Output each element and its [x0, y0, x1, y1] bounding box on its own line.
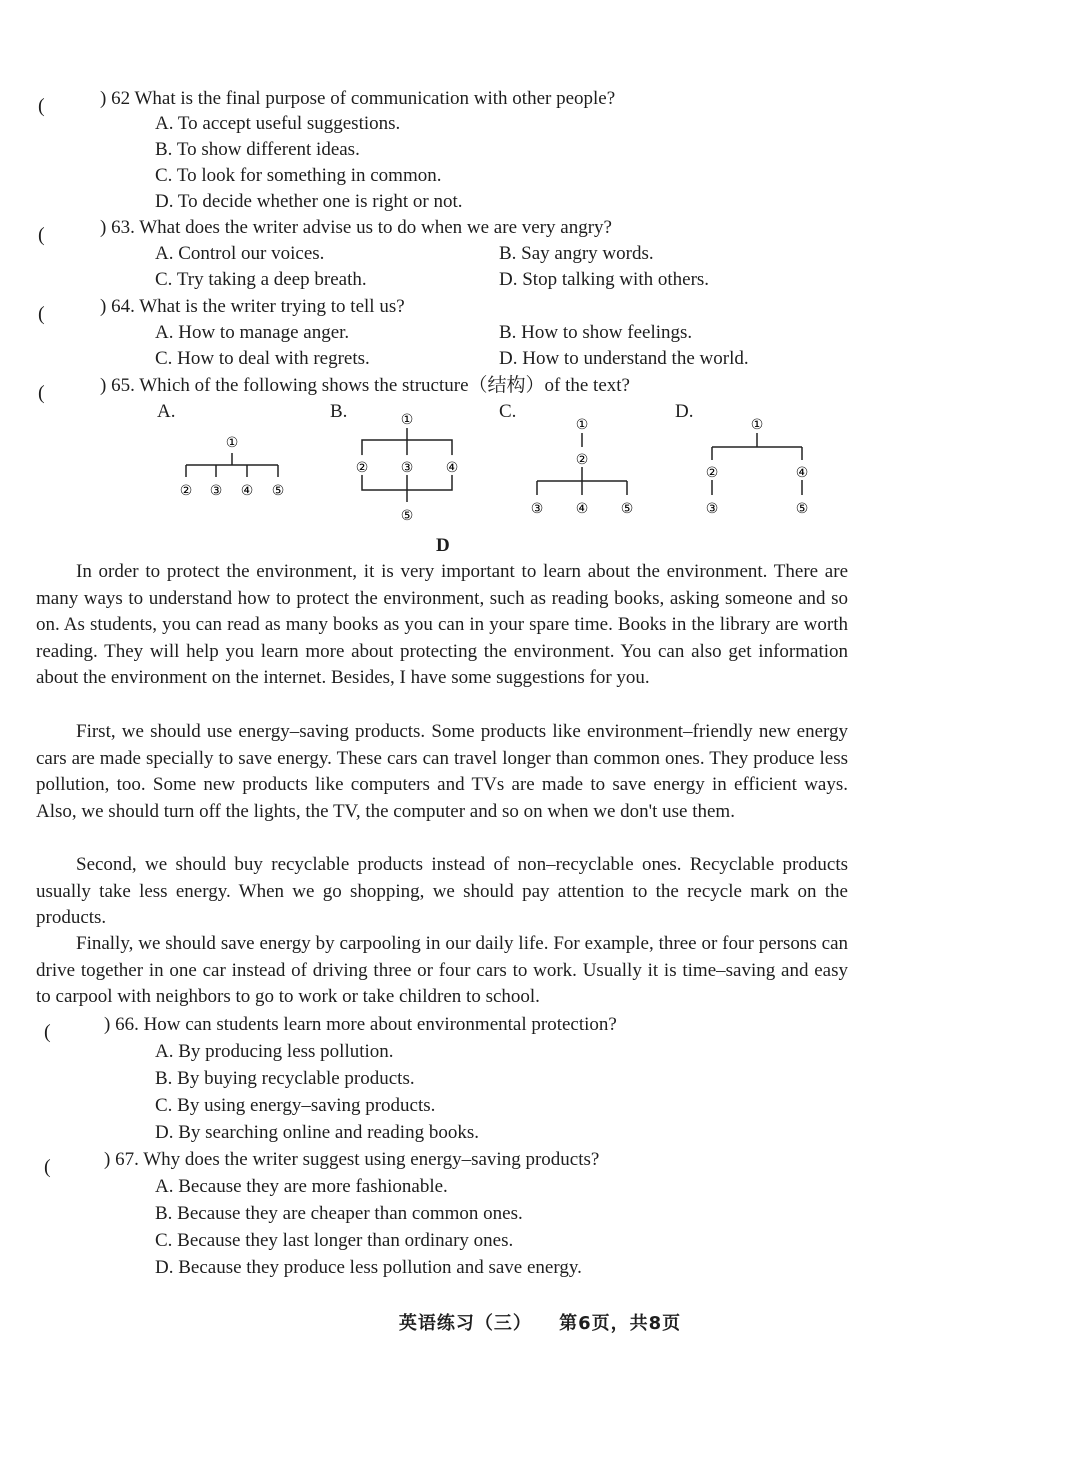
page-footer: [0, 1309, 1080, 1335]
node-4: [237, 478, 257, 499]
node-5: [617, 496, 637, 517]
q65-option-b-label: B.: [330, 401, 348, 422]
svg-text:①: ①: [400, 412, 414, 428]
passage-paragraph-3: Second, we should buy recyclable products instead of non–recyclable ones. Recyclable products usually take less energy. When we go shopping, we should pay attention to the recycle mark on the products.: [36, 854, 848, 929]
question-62: ) 62 What is the final purpose of communication with other people?: [100, 88, 616, 109]
svg-text:③: ③: [530, 501, 544, 517]
question-66: ) 66. How can students learn more about environmental protection?: [104, 1014, 617, 1035]
answer-bracket: (: [44, 1021, 51, 1043]
svg-text:④: ④: [575, 501, 589, 517]
q66-option-b: B. By buying recyclable products.: [155, 1068, 415, 1089]
node-3: [397, 455, 417, 476]
structure-diagram-d: [695, 405, 825, 525]
svg-text:②: ②: [179, 483, 193, 499]
q67-option-c: C. Because they last longer than ordinary ones.: [155, 1230, 514, 1251]
svg-text:⑤: ⑤: [271, 483, 285, 499]
q63-option-c: C. Try taking a deep breath.: [155, 269, 367, 290]
q62-option-d: D. To decide whether one is right or not.: [155, 191, 463, 212]
question-65: ) 65. Which of the following shows the structure（结构）of the text?: [100, 375, 630, 396]
node-2: [702, 460, 722, 481]
q67-option-d: D. Because they produce less pollution and save energy.: [155, 1257, 582, 1278]
node-1: [747, 412, 767, 433]
structure-diagram-b: [345, 400, 475, 530]
question-67: ) 67. Why does the writer suggest using energy–saving products?: [104, 1149, 600, 1170]
node-5: [268, 478, 288, 499]
q66-option-a: A. By producing less pollution.: [155, 1041, 394, 1062]
node-4: [572, 496, 592, 517]
svg-text:③: ③: [705, 501, 719, 517]
structure-diagram-a: [165, 425, 305, 510]
node-2: [352, 455, 372, 476]
question-64: ) 64. What is the writer trying to tell us?: [100, 296, 405, 317]
node-4: [442, 455, 462, 476]
svg-text:②: ②: [575, 452, 589, 468]
node-4: [792, 460, 812, 481]
svg-text:①: ①: [750, 417, 764, 433]
q65-option-c-label: C.: [499, 401, 517, 422]
q66-option-c: C. By using energy–saving products.: [155, 1095, 436, 1116]
q64-option-a: A. How to manage anger.: [155, 322, 350, 343]
svg-text:②: ②: [355, 460, 369, 476]
question-63: ) 63. What does the writer advise us to do when we are very angry?: [100, 217, 612, 238]
svg-text:⑤: ⑤: [620, 501, 634, 517]
svg-text:②: ②: [705, 465, 719, 481]
q62-option-a: A. To accept useful suggestions.: [155, 113, 401, 134]
node-3: [206, 478, 226, 499]
node-5: [397, 503, 417, 524]
q63-option-d: D. Stop talking with others.: [499, 269, 710, 290]
passage-paragraph-1: In order to protect the environment, it is very important to learn about the environment. There are many ways to understand how to protect the environment, such as reading books, asking someone and so on. As students, you can read as many books as you can in your spare time. Books in the library are worth reading. They will help you learn more about protecting the environment. You can also get information about the environment on the internet. Besides, I have some suggestions for you.: [36, 561, 848, 689]
node-3: [702, 496, 722, 517]
answer-bracket: (: [38, 382, 45, 404]
node-2: [572, 447, 592, 468]
node-1: [222, 430, 242, 451]
svg-text:④: ④: [240, 483, 254, 499]
q67-option-a: A. Because they are more fashionable.: [155, 1176, 448, 1197]
svg-text:①: ①: [575, 417, 589, 433]
footer-page-number: 第6页，共8页: [559, 1313, 682, 1334]
answer-bracket: (: [38, 95, 45, 117]
node-2: [176, 478, 196, 499]
q65-option-d-label: D.: [675, 401, 694, 422]
node-5: [792, 496, 812, 517]
answer-bracket: (: [38, 303, 45, 325]
svg-text:⑤: ⑤: [400, 508, 414, 524]
q64-option-c: C. How to deal with regrets.: [155, 348, 370, 369]
q62-option-c: C. To look for something in common.: [155, 165, 442, 186]
svg-text:④: ④: [445, 460, 459, 476]
structure-diagram-c: [520, 405, 650, 525]
q67-option-b: B. Because they are cheaper than common ones.: [155, 1203, 523, 1224]
q63-option-b: B. Say angry words.: [499, 243, 654, 264]
svg-text:③: ③: [209, 483, 223, 499]
answer-bracket: (: [38, 224, 45, 246]
section-heading: D: [436, 535, 450, 556]
node-1: [397, 407, 417, 428]
q64-option-d: D. How to understand the world.: [499, 348, 749, 369]
svg-text:①: ①: [225, 435, 239, 451]
svg-text:⑤: ⑤: [795, 501, 809, 517]
svg-text:③: ③: [400, 460, 414, 476]
passage-paragraph-2: First, we should use energy–saving products. Some products like environment–friendly new energy cars are made specially to save energy. These cars can travel longer than common ones. They produce less pollution, too. Some new products like computers and TVs are made to save energy in efficient ways. Also, we should turn off the lights, the TV, the computer and so on when we don't use them.: [36, 721, 848, 822]
node-1: [572, 412, 592, 433]
node-3: [527, 496, 547, 517]
svg-text:④: ④: [795, 465, 809, 481]
passage-paragraph-4: Finally, we should save energy by carpooling in our daily life. For example, three or four persons can drive together in one car instead of driving three or four cars to work. Usually it is time–saving and easy to carpool with neighbors to go to work or take children to school.: [36, 933, 848, 1008]
q64-option-b: B. How to show feelings.: [499, 322, 693, 343]
q65-option-a-label: A.: [157, 401, 176, 422]
answer-bracket: (: [44, 1156, 51, 1178]
q63-option-a: A. Control our voices.: [155, 243, 325, 264]
q66-option-d: D. By searching online and reading books.: [155, 1122, 479, 1143]
footer-title: 英语练习（三）: [398, 1313, 532, 1334]
q62-option-b: B. To show different ideas.: [155, 139, 360, 160]
